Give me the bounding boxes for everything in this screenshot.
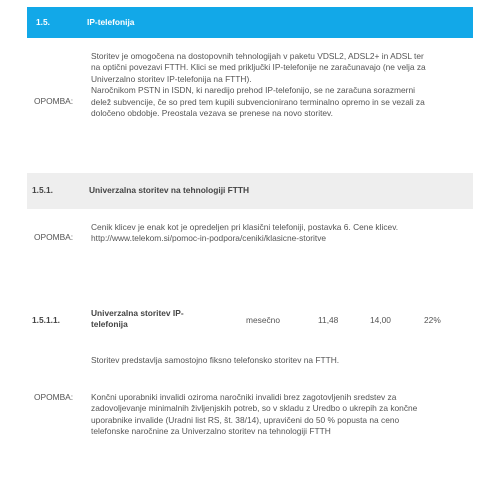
item-note-line: uporabnike invalide (Uradni list RS, št. 38/14), upravičeni do 50 % popusta na ceno	[91, 414, 400, 425]
section-note-line: Naročnikom PSTN in ISDN, ki naredijo prehod IP-telefonijo, se ne zaračuna sorazmerni	[91, 85, 415, 96]
item-period: mesečno	[246, 315, 280, 325]
item-title-line: telefonija	[91, 319, 128, 330]
section-note-label: OPOMBA:	[34, 96, 74, 106]
item-note-label: OPOMBA:	[34, 392, 74, 402]
subsection-note	[91, 222, 398, 245]
section-note-line: Univerzalno storitev IP-telefonija na FTTH).	[91, 73, 252, 84]
section-note	[91, 51, 426, 119]
subsection-header	[27, 173, 473, 209]
item-note-line: Končni uporabniki invalidi oziroma naročniki invalidi brez zagotovljenih sredstev za	[91, 392, 397, 402]
section-note-line: določeno obdobje. Preostala vezava se prenese na novo storitev.	[91, 108, 333, 119]
section-number: 1.5.	[36, 17, 50, 27]
item-number: 1.5.1.1.	[32, 315, 60, 325]
section-note-line: delež subvencije, če so pred tem kupili subvencionirano terminalno opremo in se vezali za	[91, 96, 425, 107]
item-price-with-vat: 14,00	[370, 315, 391, 325]
subsection-note-label: OPOMBA:	[34, 232, 74, 242]
section-note-line: Storitev je omogočena na dostopovnih tehnologijah v paketu VDSL2, ADSL2+ in ADSL ter	[91, 51, 424, 61]
subsection-number: 1.5.1.	[32, 185, 53, 195]
section-note-line: na optični povezavi FTTH. Klici se med priključki IP-telefonije ne zaračunavajo (ne velja za	[91, 62, 426, 73]
section-header	[27, 7, 473, 38]
item-note-line: zadovoljevanje minimalnih življenjskih potreb, so v skladu z Uredbo o ukrepih za končne	[91, 403, 418, 414]
item-price-without-vat: 11,48	[318, 315, 339, 325]
item-title	[91, 308, 184, 331]
subsection-note-line: Cenik klicev je enak kot je opredeljen pri klasični telefoniji, postavka 6. Cene klicev.	[91, 222, 399, 232]
item-note-line: telefonske naročnine za Univerzalno storitev na tehnologiji FTTH	[91, 426, 331, 437]
subsection-title: Univerzalna storitev na tehnologiji FTTH	[89, 185, 250, 195]
item-vat: 22%	[424, 315, 441, 325]
subsection-note-line: http://www.telekom.si/pomoc-in-podpora/ceniki/klasicne-storitve	[91, 233, 327, 244]
item-note	[91, 392, 417, 438]
section-title: IP-telefonija	[87, 17, 135, 27]
item-description: Storitev predstavlja samostojno fiksno telefonsko storitev na FTTH.	[91, 355, 340, 365]
item-title-line: Univerzalna storitev IP-	[91, 308, 184, 318]
